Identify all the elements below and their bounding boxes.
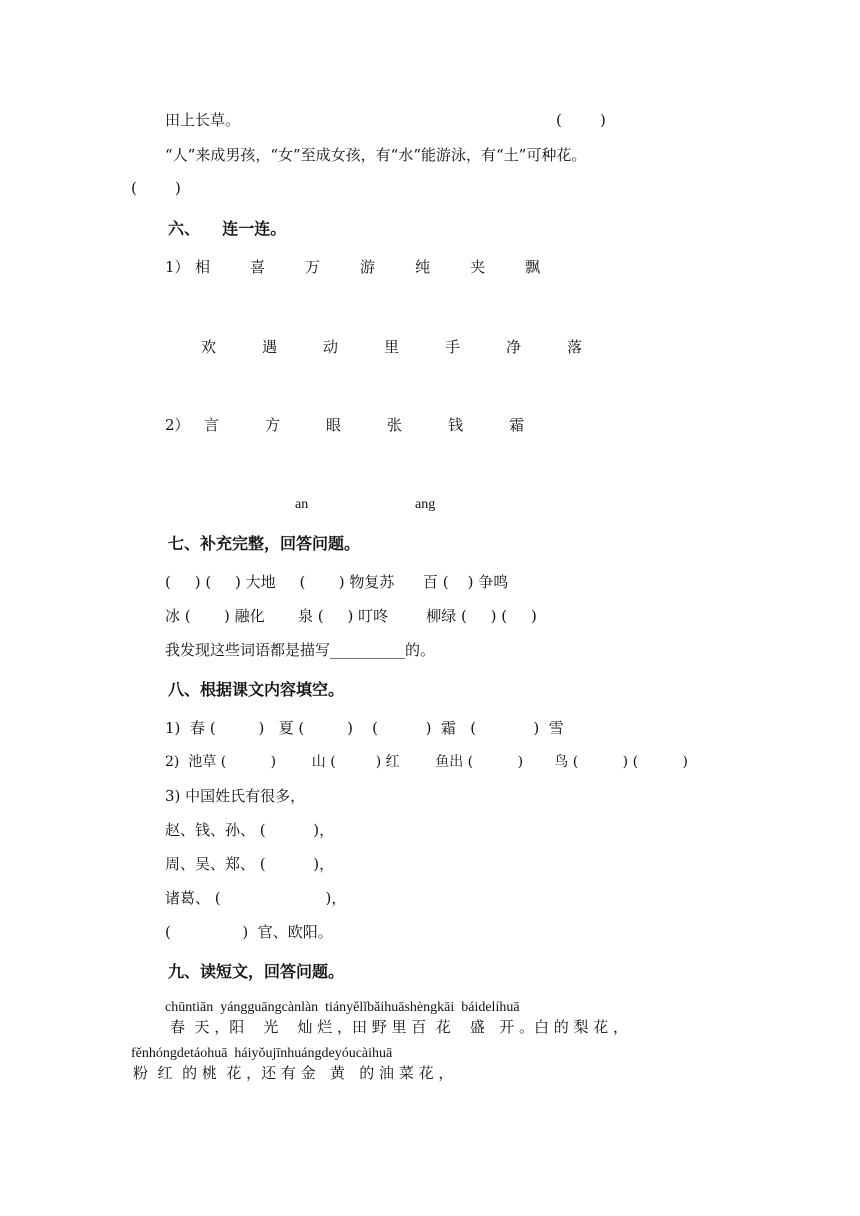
fill-line: 周、吴、郑、 ( )， xyxy=(165,855,335,873)
answer-parentheses: ( ) xyxy=(556,111,606,129)
question-text: 田上长草。 xyxy=(165,111,241,129)
char-item: 霜 xyxy=(509,416,525,434)
fill-line: 冰 ( ) 融化 泉 ( ) 叮咚 柳绿 ( ) ( ) xyxy=(165,607,537,625)
char-item: 遇 xyxy=(262,338,278,356)
match-row-bottom xyxy=(201,337,582,357)
char-item: 相 xyxy=(195,258,211,276)
rhyme-label-an: an xyxy=(295,497,309,512)
fill-line: 3) 中国姓氏有很多， xyxy=(165,787,306,805)
char-item: 喜 xyxy=(250,258,266,276)
fill-line: ( ) 官、欧阳。 xyxy=(165,923,333,941)
fill-line: 1) 春 ( ) 夏 ( ) ( ) 霜 ( ) 雪 xyxy=(165,719,564,737)
char-item: 万 xyxy=(305,258,321,276)
section-title: 七、补充完整，回答问题。 xyxy=(168,534,361,553)
char-item: 手 xyxy=(445,338,461,356)
question-text: “人”来成男孩，“女”至成女孩，有“水”能游泳，有“土”可种花。 xyxy=(165,146,587,164)
fill-line: 2) 池草 ( ) 山 ( ) 红 鱼出 ( ) 鸟 ( ) ( ) xyxy=(165,754,689,770)
char-item: 游 xyxy=(360,258,376,276)
passage-line: 春 天 ，阳 光 灿 烂 ，田 野 里 百 花 盛 开 。白 的 梨 花 ， xyxy=(170,1018,629,1036)
char-item: 净 xyxy=(506,338,522,356)
char-item: 里 xyxy=(384,338,400,356)
char-item: 言 xyxy=(204,416,220,434)
char-item: 方 xyxy=(265,416,281,434)
rhyme-label-ang: ang xyxy=(415,497,436,512)
char-item: 夹 xyxy=(470,258,486,276)
fill-line: 赵、钱、孙、 ( )， xyxy=(165,821,335,839)
section-title: 六、 连一连。 xyxy=(168,219,287,238)
passage-line: 粉 红 的 桃 花 ，还 有 金 黄 的 油 菜 花 ， xyxy=(133,1064,454,1082)
match-row-top xyxy=(195,257,540,277)
match-row-words xyxy=(204,415,524,435)
fill-line: 我发现这些词语都是描写__________的。 xyxy=(165,641,436,659)
char-item: 动 xyxy=(323,338,339,356)
char-item: 纯 xyxy=(415,258,431,276)
part-label: 2） xyxy=(165,416,190,434)
char-item: 落 xyxy=(567,338,583,356)
char-item: 钱 xyxy=(448,416,464,434)
fill-line: 诸葛、 ( )， xyxy=(165,889,347,907)
char-item: 张 xyxy=(387,416,403,434)
answer-parentheses: ( ) xyxy=(131,179,181,197)
pinyin-line: fěnhóngdetáohuā háiyǒujīnhuángdeyóucàihuā xyxy=(131,1046,393,1061)
char-item: 飘 xyxy=(525,258,541,276)
fill-line: ( ) ( ) 大地 ( ) 物复苏 百 ( ) 争鸣 xyxy=(165,573,509,591)
pinyin-line: chūntiān yángguāngcànlàn tiányělǐbǎihuāshèngkāi báidelíhuā xyxy=(165,1000,520,1015)
section-title: 八、根据课文内容填空。 xyxy=(168,680,345,699)
part-label: 1） xyxy=(165,258,190,276)
section-title: 九、读短文，回答问题。 xyxy=(168,962,345,981)
char-item: 欢 xyxy=(201,338,217,356)
char-item: 眼 xyxy=(326,416,342,434)
